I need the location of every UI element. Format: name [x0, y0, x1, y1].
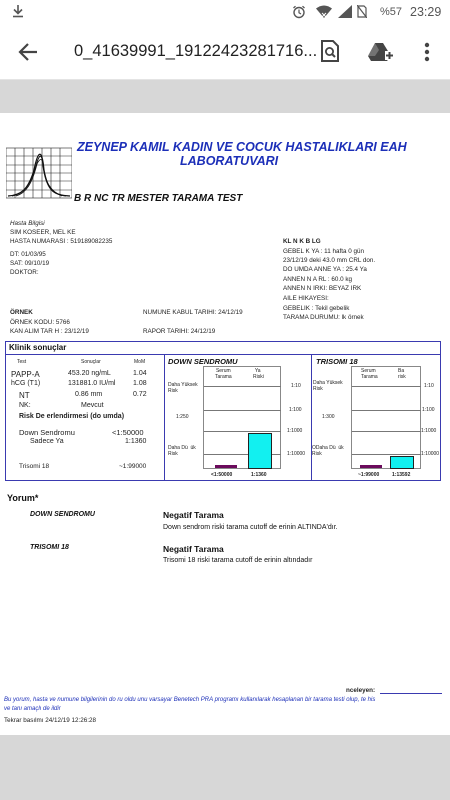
- t18-serum-header: Serum Tarama: [361, 368, 378, 380]
- t18-chart-title: TRISOMI 18: [316, 357, 358, 366]
- test-title: B R NC TR MESTER TARAMA TEST: [74, 193, 243, 204]
- trisomy18-label: Trisomi 18: [19, 463, 50, 470]
- results-col-divider-1: [164, 354, 165, 481]
- status-bar: [0, 0, 450, 26]
- clinical-results-heading: Klinik sonuçlar: [9, 343, 67, 352]
- down-serum-header: Serum Tarama: [215, 368, 232, 380]
- t18-tick-label: 1:10000: [421, 451, 440, 457]
- comment-label: TRISOMI 18: [30, 544, 69, 551]
- maternal-age: DO UMDA ANNE YA : 25.4 Ya: [283, 266, 367, 273]
- search-document-icon[interactable]: [320, 40, 340, 62]
- t18-grid-line: [352, 454, 421, 455]
- reviewer-signature-line: [380, 693, 442, 694]
- t18-age-value: 1:13592: [392, 472, 411, 478]
- comment-result: Negatif Tarama: [163, 510, 224, 520]
- comment-text: Down sendrom riski tarama cutoff de erinin ALTINDA'dır.: [163, 524, 338, 531]
- sample-draw-date: KAN ALIM TAR H : 23/12/19: [10, 328, 89, 335]
- download-icon: [12, 4, 24, 18]
- results-col-divider-2: [311, 354, 312, 481]
- family-history: AILE HIKAYESI:: [283, 295, 329, 302]
- comment-text: Trisomi 18 riski tarama cutoff de erinin altındadır: [163, 557, 313, 564]
- age-only-risk: 1:1360: [125, 438, 147, 445]
- disclaimer-line1: Bu yorum, hasta ve numune bilgilerinin do ru oldu unu varsayar Benetech PRA programı kullanılarak hesaplanan bir tarama testi olup, te his: [4, 697, 376, 703]
- t18-age-bar: [390, 456, 414, 469]
- result-mom: 1.04: [133, 370, 147, 377]
- result-test-name: hCG (T1): [11, 380, 41, 387]
- screening-status: TARAMA DURUMU: lk örnek: [283, 314, 364, 321]
- down-syndrome-risk: <1:50000: [112, 428, 144, 437]
- wifi-icon: [316, 5, 332, 18]
- hospital-name-line1: ZEYNEP KAMIL KADIN VE COCUK HASTALIKLARI EAH: [77, 140, 407, 154]
- t18-serum-bar: [360, 465, 382, 468]
- down-grid-line: [204, 386, 281, 387]
- patient-number: HASTA NUMARASI : 519189082235: [10, 238, 113, 245]
- battery-percent: %57: [380, 6, 403, 18]
- t18-high-risk-label: Daha Yüksek Risk: [313, 380, 343, 392]
- t18-tick-label: 1:10: [424, 383, 434, 389]
- trisomy18-risk: ~1:99000: [119, 463, 147, 470]
- result-mom: 0.72: [133, 391, 147, 398]
- result-mom: 1.08: [133, 380, 147, 387]
- result-test-name: NT: [19, 391, 30, 400]
- t18-low-risk-label: ODaha Dü ük Risk: [312, 445, 344, 457]
- down-low-risk-label: Daha Dü ük Risk: [168, 445, 196, 457]
- result-value: 453.20 ng/mL: [68, 370, 111, 377]
- down-tick-label: 1:10000: [287, 451, 306, 457]
- down-age-value: 1:1360: [251, 472, 267, 478]
- pregnancy-type: GEBELIK : Tekil gebelik: [283, 305, 350, 312]
- comment-result: Negatif Tarama: [163, 544, 224, 554]
- reprint-timestamp: Tekrar basılmı 24/12/19 12:26:28: [4, 717, 97, 724]
- down-cutoff-label: 1:250: [176, 414, 189, 420]
- down-tick-label: 1:100: [289, 407, 302, 413]
- down-syndrome-label: Down Sendromu: [19, 428, 75, 437]
- t18-grid-line: [352, 431, 421, 432]
- more-vertical-icon[interactable]: [424, 42, 430, 62]
- down-tick-label: 1:10: [291, 383, 301, 389]
- results-heading-divider: [5, 354, 441, 355]
- sample-accept-date: NUMUNE KABUL TARIHI: 24/12/19: [143, 309, 243, 316]
- down-serum-bar: [215, 465, 237, 468]
- laboratory-logo: [6, 140, 72, 213]
- maternal-race: ANNEN N IRKI: BEYAZ IRK: [283, 285, 362, 292]
- t18-tick-label: 1:1000: [421, 428, 437, 434]
- down-chart-title: DOWN SENDROMU: [168, 357, 238, 366]
- patient-doctor: DOKTOR:: [10, 269, 39, 276]
- down-age-bar: [248, 433, 272, 469]
- down-tick-label: 1:1000: [287, 428, 303, 434]
- col-mom-header: MoM: [134, 359, 146, 365]
- patient-section-label: Hasta Bilgisi: [10, 220, 45, 227]
- result-test-name: NK:: [19, 402, 31, 409]
- comment-label: DOWN SENDROMU: [30, 511, 95, 518]
- down-serum-value: <1:50000: [211, 472, 233, 478]
- patient-name: SIM KOSEER, MEL KE: [10, 229, 76, 236]
- down-grid-line: [204, 410, 281, 411]
- back-arrow-icon[interactable]: [18, 42, 38, 62]
- result-value: 131881.0 IU/ml: [68, 380, 116, 387]
- gestational-note: 23/12/19 deki 43.0 mm CRL don.: [283, 257, 376, 264]
- add-to-drive-icon[interactable]: [368, 42, 394, 62]
- age-only-label: Sadece Ya: [30, 438, 64, 445]
- col-results-header: Sonuçlar: [81, 359, 101, 365]
- t18-grid-line: [352, 410, 421, 411]
- risk-assessment-heading: Risk De erlendirmesi (do umda): [19, 413, 125, 420]
- gestational-age: GEBEL K YA : 11 hafta 0 gün: [283, 248, 364, 255]
- sample-heading: ÖRNEK: [10, 309, 33, 316]
- hospital-name-line2: LABORATUVARI: [180, 154, 279, 168]
- result-value: 0.86 mm: [75, 391, 103, 398]
- disclaimer-line2: ve tanı amaçlı de ildir: [4, 706, 61, 712]
- down-age-header: Ya Riski: [253, 368, 264, 380]
- signal-icon: [338, 5, 352, 18]
- result-value: Mevcut: [81, 402, 104, 409]
- document-title: 0_41639991_19122423281716...: [74, 42, 318, 60]
- down-high-risk-label: Daha Yüksek Risk: [168, 382, 198, 394]
- t18-grid-line: [352, 386, 421, 387]
- pdf-page[interactable]: [0, 113, 450, 735]
- down-grid-line: [204, 431, 281, 432]
- col-test-header: Test: [17, 359, 27, 365]
- patient-sat: SAT: 09/10/19: [10, 260, 50, 267]
- app-toolbar: [0, 26, 450, 80]
- clinical-info-heading: KL N K B LG: [283, 238, 321, 245]
- no-sim-icon: [357, 5, 367, 18]
- reviewer-label: nceleyen:: [346, 687, 376, 694]
- clock: 23:29: [410, 5, 442, 19]
- alarm-icon: [292, 5, 306, 19]
- t18-serum-value: ~1:99000: [358, 472, 380, 478]
- t18-age-header: Ba risk: [398, 368, 406, 380]
- result-test-name: PAPP-A: [11, 370, 40, 379]
- sample-code: ÖRNEK KODU: 5766: [10, 319, 70, 326]
- t18-cutoff-label: 1:300: [322, 414, 335, 420]
- patient-birth-date: DT: 01/03/95: [10, 251, 46, 258]
- t18-tick-label: 1:100: [422, 407, 435, 413]
- report-date: RAPOR TARIHI: 24/12/19: [143, 328, 216, 335]
- comments-heading: Yorum*: [7, 493, 39, 503]
- maternal-weight: ANNEN N A RL : 60.0 kg: [283, 276, 353, 283]
